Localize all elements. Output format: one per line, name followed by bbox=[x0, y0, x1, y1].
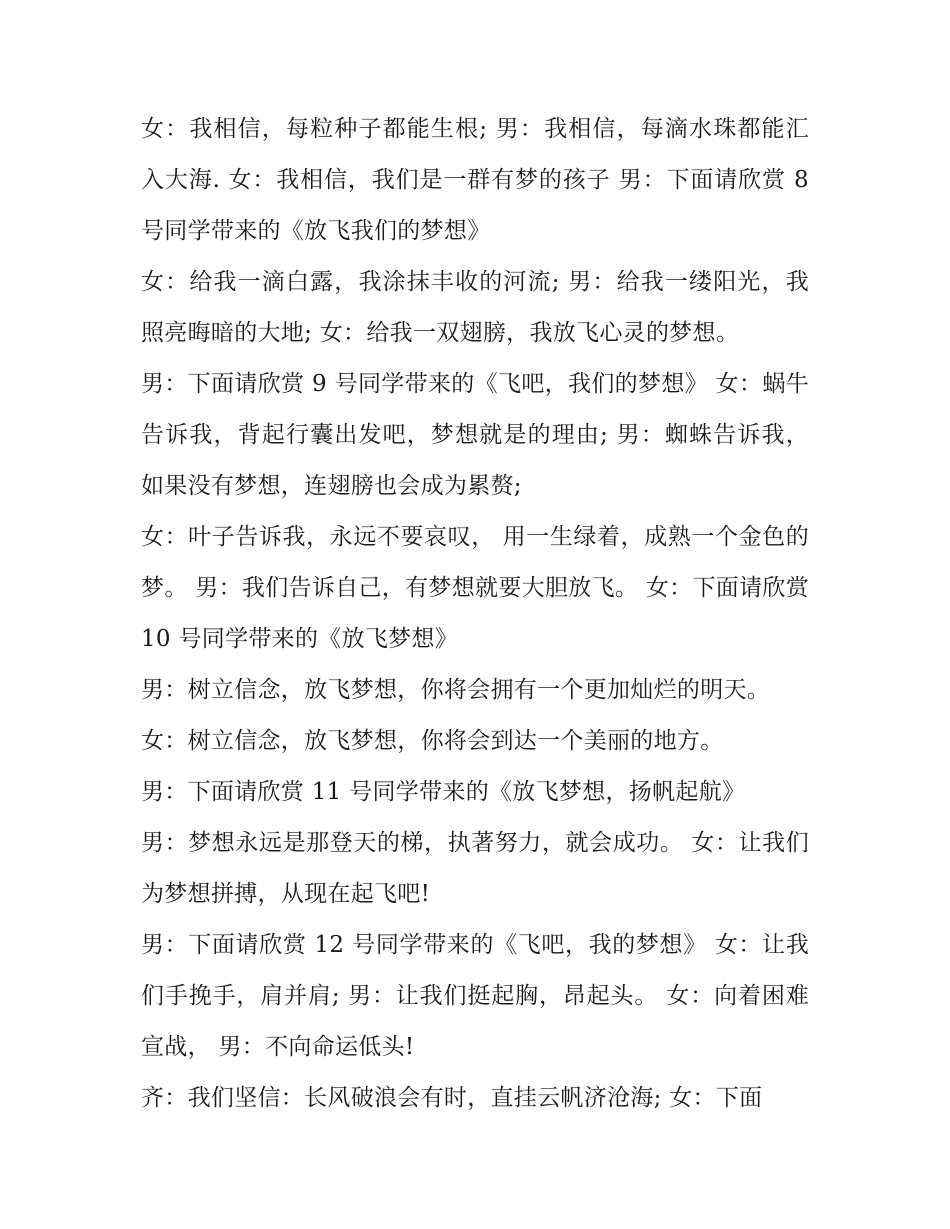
paragraph-5: 男：树立信念，放飞梦想，你将会拥有一个更加灿烂的明天。 bbox=[141, 677, 771, 703]
paragraph-8: 男：梦想永远是那登天的梯，执著努力，就会成功。 女：让我们为梦想拼搏，从现在起飞吧! bbox=[141, 830, 809, 907]
paragraph-3: 男：下面请欣赏 9 号同学带来的《飞吧，我们的梦想》 女：蜗牛告诉我，背起行囊出发吧，梦想就是的理由; 男：蜘蛛告诉我，如果没有梦想，连翅膀也会成为累赘; bbox=[141, 371, 809, 499]
paragraph-2: 女：给我一滴白露，我涂抹丰收的河流; 男：给我一缕阳光，我照亮晦暗的大地; 女：给我一双翅膀，我放飞心灵的梦想。 bbox=[141, 269, 809, 346]
paragraph-4: 女：叶子告诉我，永远不要哀叹， 用一生绿着，成熟一个金色的梦。 男：我们告诉自己，有梦想就要大胆放飞。 女：下面请欣赏 10 号同学带来的《放飞梦想》 bbox=[141, 524, 809, 652]
document-body bbox=[141, 104, 809, 1124]
paragraph-10: 齐：我们坚信：长风破浪会有时，直挂云帆济沧海; 女：下面 bbox=[141, 1085, 763, 1111]
paragraph-7: 男：下面请欣赏 11 号同学带来的《放飞梦想，扬帆起航》 bbox=[141, 779, 746, 805]
paragraph-6: 女：树立信念，放飞梦想，你将会到达一个美丽的地方。 bbox=[141, 728, 724, 754]
paragraph-9: 男：下面请欣赏 12 号同学带来的《飞吧，我的梦想》 女：让我们手挽手，肩并肩; 男：让我们挺起胸，昂起头。 女：向着困难宣战， 男：不向命运低头! bbox=[141, 932, 809, 1060]
paragraph-1: 女：我相信，每粒种子都能生根; 男：我相信，每滴水珠都能汇入大海. 女：我相信，我们是一群有梦的孩子 男：下面请欣赏 8 号同学带来的《放飞我们的梦想》 bbox=[141, 116, 809, 244]
